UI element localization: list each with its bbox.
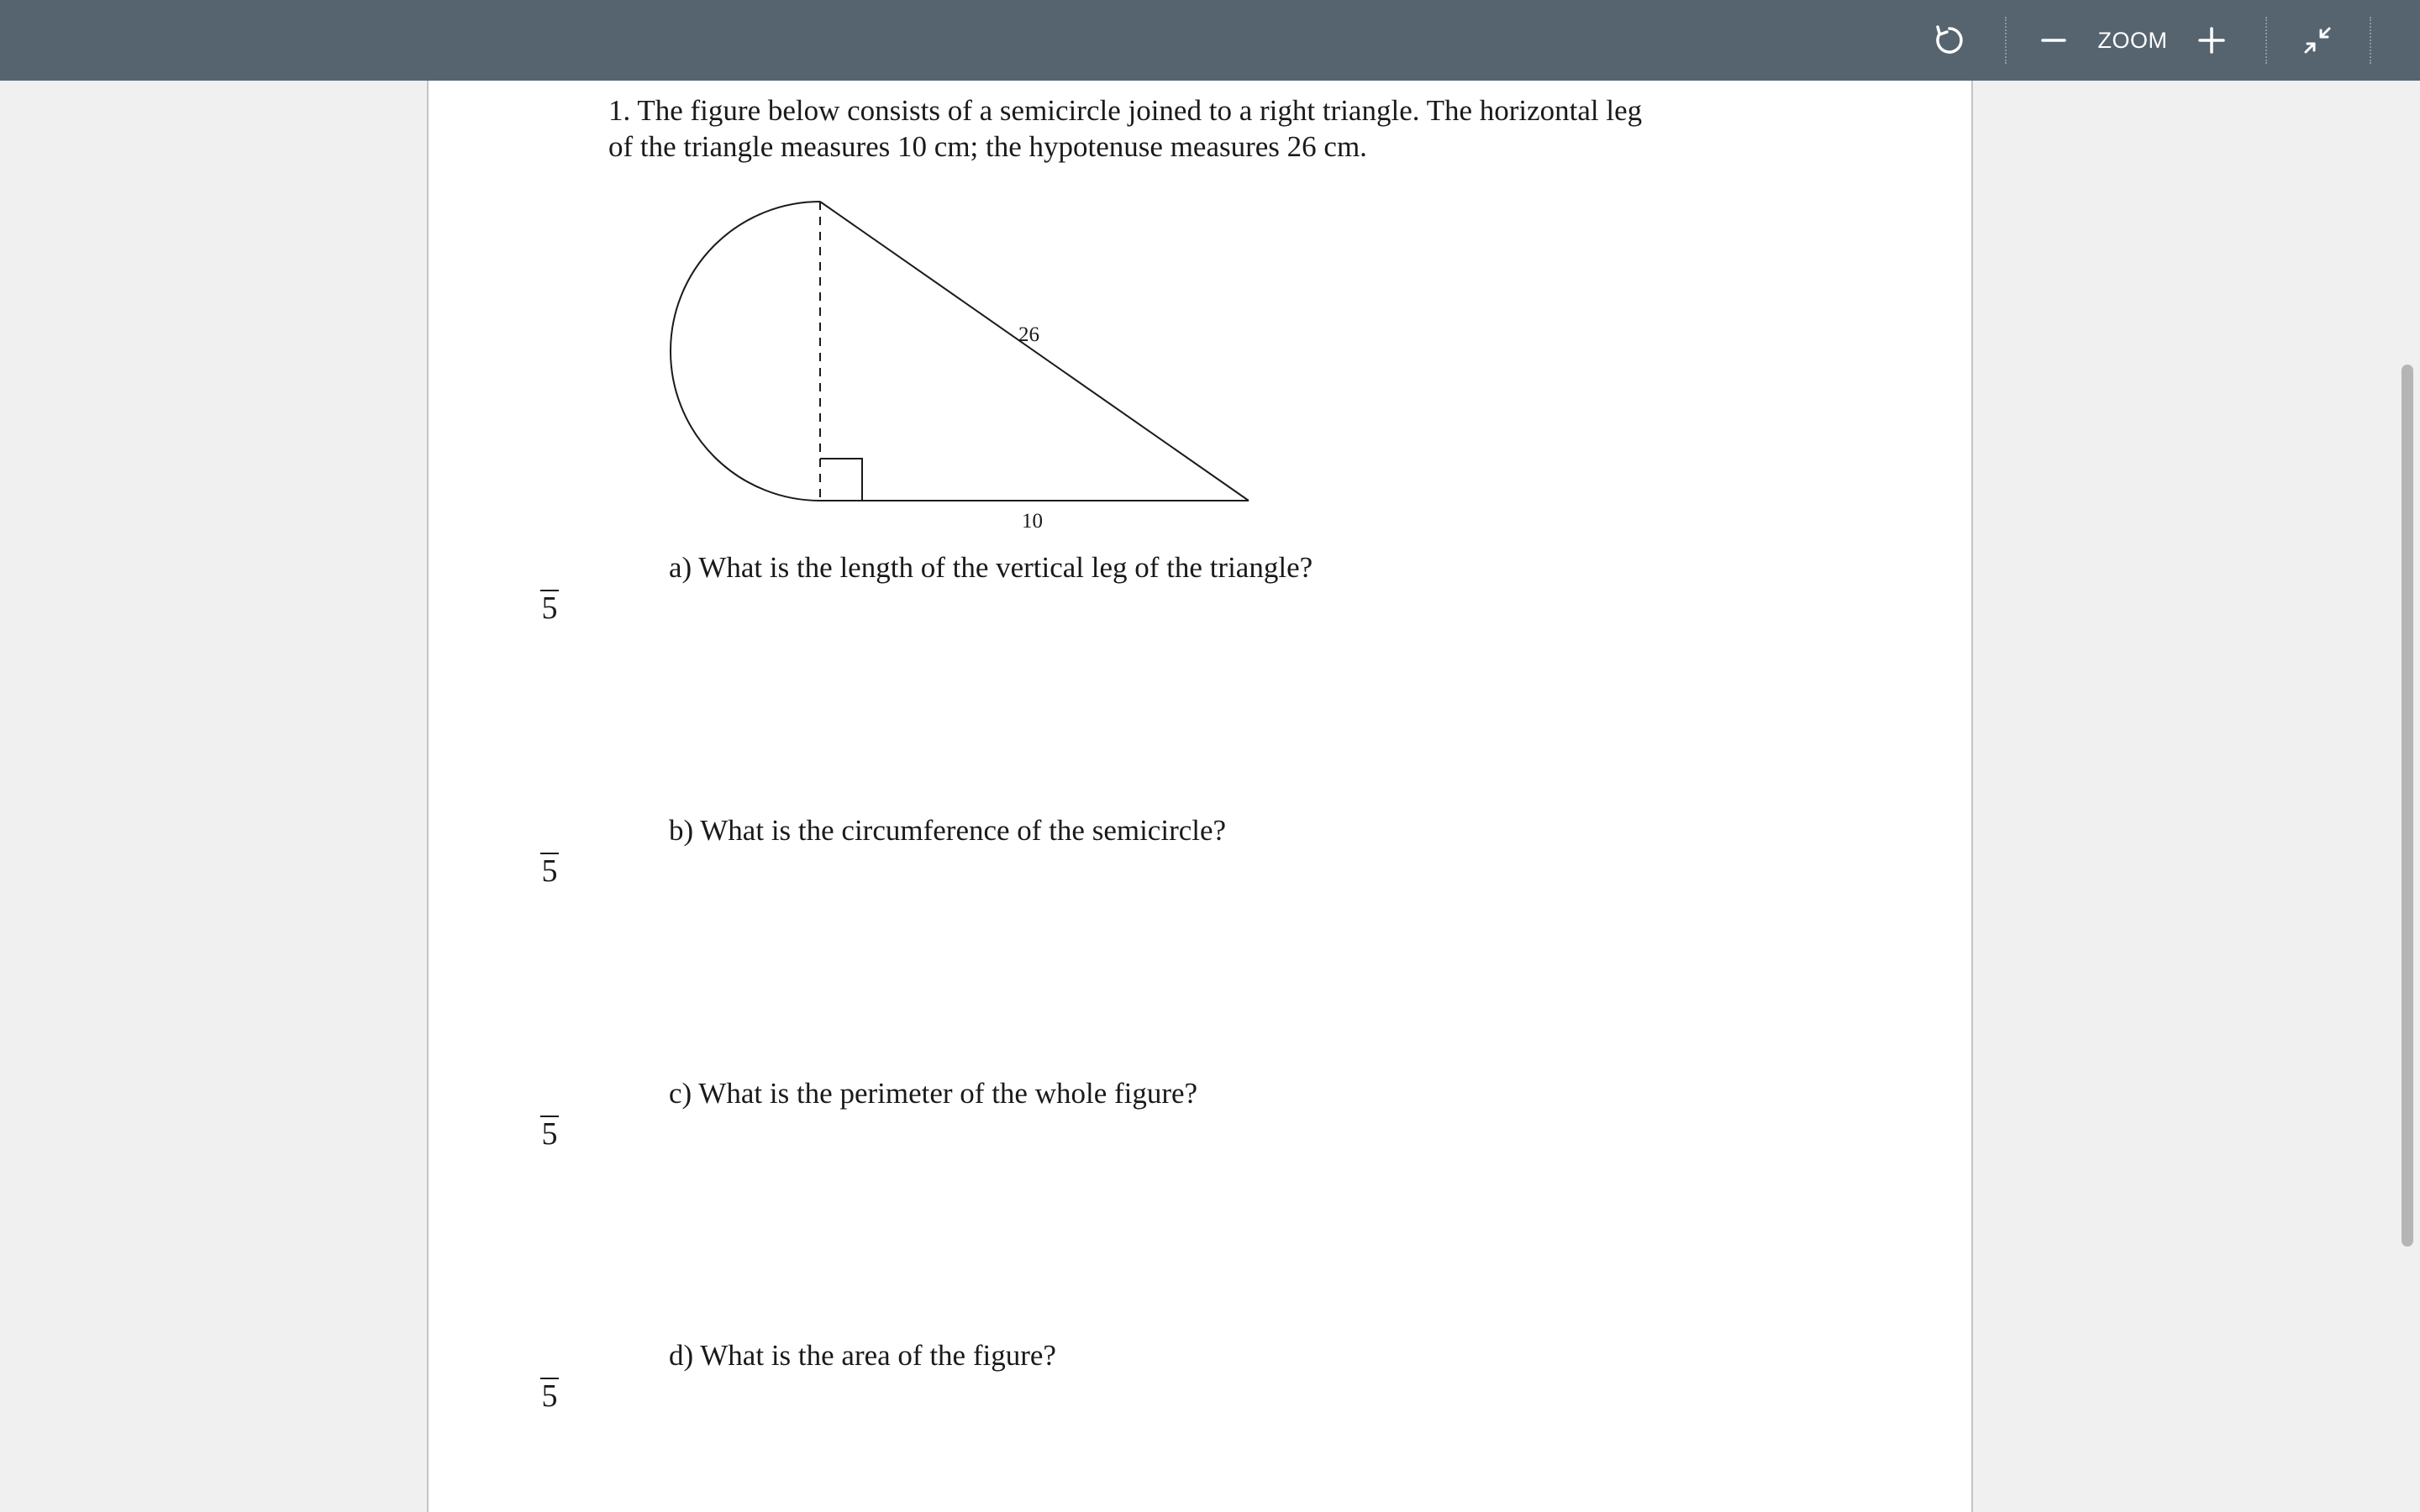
points-value: 5 — [541, 1116, 558, 1152]
semicircle-arc — [671, 202, 820, 501]
hypotenuse-label: 26 — [1018, 323, 1039, 346]
toolbar-divider — [2005, 17, 2007, 64]
reset-button[interactable] — [1929, 0, 1970, 81]
toolbar-divider — [2265, 17, 2267, 64]
minus-icon — [2040, 27, 2067, 54]
right-angle-marker — [820, 459, 862, 501]
points-value: 5 — [541, 853, 558, 889]
problem-statement-line: 1. The figure below consists of a semicircle joined to a right triangle. The horizontal leg — [608, 94, 1643, 127]
rotate-reset-icon — [1933, 24, 1966, 57]
scrollbar-thumb[interactable] — [2402, 365, 2413, 1247]
points-value: 5 — [541, 591, 558, 626]
question-c: c) What is the perimeter of the whole figure? — [669, 1077, 1198, 1110]
collapse-arrows-icon — [2301, 24, 2334, 57]
viewer-toolbar — [0, 0, 2420, 81]
question-d: d) What is the area of the figure? — [669, 1339, 1056, 1372]
zoom-label: ZOOM — [2097, 27, 2168, 53]
base-label: 10 — [1022, 510, 1043, 533]
geometry-figure — [655, 185, 1277, 538]
problem-statement-line: of the triangle measures 10 cm; the hypotenuse measures 26 cm. — [608, 130, 1367, 163]
hypotenuse — [820, 202, 1249, 501]
zoom-in-button[interactable] — [2195, 0, 2228, 81]
collapse-button[interactable] — [2299, 0, 2336, 81]
question-a: a) What is the length of the vertical leg of the triangle? — [669, 551, 1313, 584]
question-b: b) What is the circumference of the semicircle? — [669, 814, 1227, 847]
plus-icon — [2197, 26, 2226, 55]
zoom-out-button[interactable] — [2037, 0, 2070, 81]
toolbar-divider — [2370, 17, 2371, 64]
problem-statement — [608, 92, 1802, 165]
points-value: 5 — [541, 1378, 558, 1414]
